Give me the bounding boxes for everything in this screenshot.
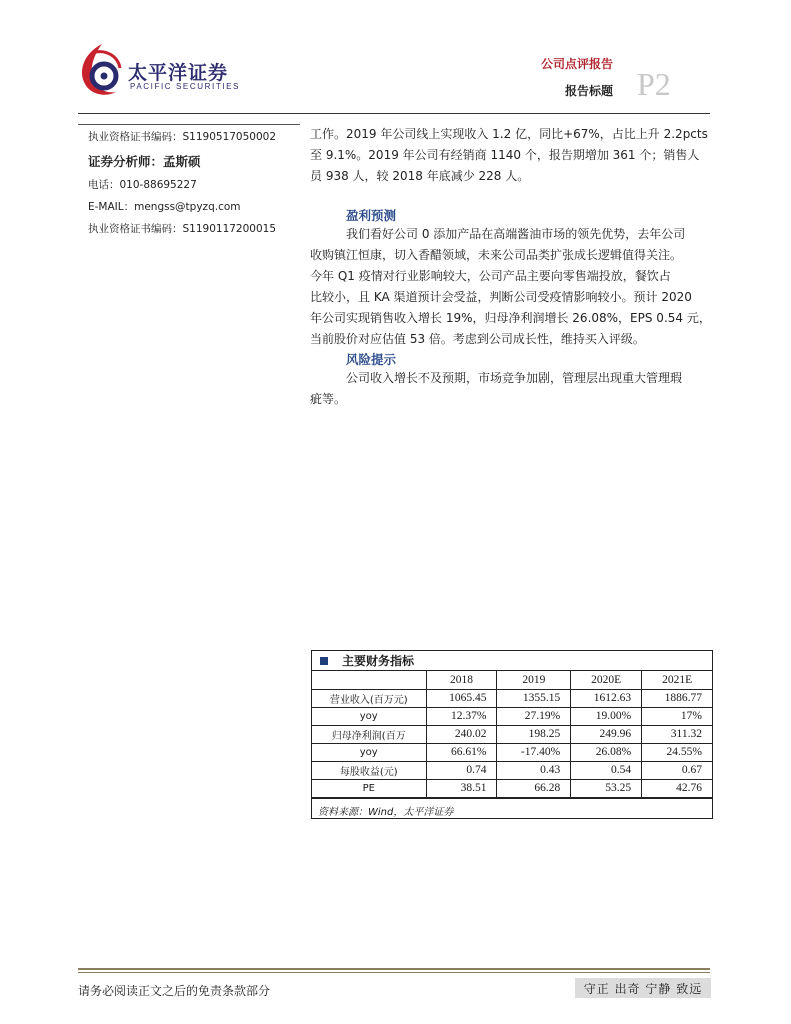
table-cell: -17.40% xyxy=(497,743,571,761)
table-cell: 0.43 xyxy=(497,761,571,779)
table-row xyxy=(312,743,712,761)
table-header-row xyxy=(312,671,712,689)
table-row xyxy=(312,689,712,707)
report-type: 公司点评报告 xyxy=(540,57,613,71)
text-line: 收购镇江恒康，切入香醋领域，未来公司品类扩张成长逻辑值得关注。 xyxy=(310,248,683,262)
header-cell xyxy=(312,671,426,689)
row-label: PE xyxy=(312,779,426,797)
text-line: 我们看好公司 0 添加产品在高端酱油市场的领先优势，去年公司 xyxy=(346,227,686,241)
header-divider xyxy=(78,113,710,114)
text-line: 疵等。 xyxy=(310,392,347,406)
table-title xyxy=(312,651,712,671)
table-cell: 0.54 xyxy=(571,761,642,779)
logo-chinese-name: 太平洋证券 xyxy=(128,62,229,84)
table-cell: 1886.77 xyxy=(642,689,712,707)
table-row xyxy=(312,761,712,779)
sidebar-email: E-MAIL：mengss@tpyzq.com xyxy=(88,201,241,213)
sidebar-cert-2: 执业资格证书编码：S1190117200015 xyxy=(88,223,277,235)
table-source-note: 资料来源：Wind，太平洋证券 xyxy=(312,798,712,818)
table-cell: 1355.15 xyxy=(497,689,571,707)
square-bullet-icon xyxy=(320,657,328,665)
table-cell: 42.76 xyxy=(642,779,712,797)
page-number: P2 xyxy=(637,66,671,102)
table-row xyxy=(312,779,712,797)
header-cell: 2020E xyxy=(571,671,642,689)
header-cell: 2021E xyxy=(642,671,712,689)
pacific-securities-logo xyxy=(76,42,124,100)
table-cell: 249.96 xyxy=(571,725,642,743)
text-line: 比较小，且 KA 渠道预计会受益，判断公司受疫情影响较小。预计 2020 xyxy=(310,290,692,304)
financial-indicators-table xyxy=(311,650,713,819)
footer-motto: 守正 出奇 宁静 致远 xyxy=(575,978,711,998)
footer-divider xyxy=(78,968,710,970)
sidebar-cert-1: 执业资格证书编码：S1190517050002 xyxy=(88,131,277,143)
table-cell: 0.67 xyxy=(642,761,712,779)
footer-divider-thin xyxy=(78,972,710,973)
table-cell: 1612.63 xyxy=(571,689,642,707)
table-cell: 38.51 xyxy=(426,779,497,797)
row-label: 归母净利润(百万 xyxy=(312,725,426,743)
table-cell: 24.55% xyxy=(642,743,712,761)
sidebar-analyst: 证券分析师：孟斯硕 xyxy=(88,154,201,169)
logo-english-name: PACIFIC SECURITIES xyxy=(130,82,240,91)
table-cell: 17% xyxy=(642,707,712,725)
table-row xyxy=(312,725,712,743)
body-paragraph-3 xyxy=(310,368,712,410)
table-grid xyxy=(312,671,712,798)
table-title-text: 主要财务指标 xyxy=(342,654,415,668)
table-cell: 12.37% xyxy=(426,707,497,725)
table-cell: 198.25 xyxy=(497,725,571,743)
table-cell: 53.25 xyxy=(571,779,642,797)
table-cell: 311.32 xyxy=(642,725,712,743)
header-cell: 2019 xyxy=(497,671,571,689)
table-cell: 66.28 xyxy=(497,779,571,797)
sidebar-phone: 电话：010-88695227 xyxy=(88,179,197,191)
text-line: 当前股价对应估值 53 倍。考虑到公司成长性，维持买入评级。 xyxy=(310,332,645,346)
text-line: 今年 Q1 疫情对行业影响较大，公司产品主要向零售端投放，餐饮占 xyxy=(310,269,671,283)
text-line: 员 938 人，较 2018 年底减少 228 人。 xyxy=(310,169,530,183)
text-line: 年公司实现销售收入增长 19%，归母净利润增长 26.08%，EPS 0.54 元， xyxy=(310,311,711,325)
section-heading-risk: 风险提示 xyxy=(346,352,397,367)
text-line: 至 9.1%。2019 年公司有经销商 1140 个，报告期增加 361 个；销售人 xyxy=(310,148,700,162)
row-label: 营业收入(百万元) xyxy=(312,689,426,707)
row-label: yoy xyxy=(312,743,426,761)
section-heading-forecast: 盈利预测 xyxy=(346,208,397,223)
text-line: 工作。2019 年公司线上实现收入 1.2 亿，同比+67%，占比上升 2.2pcts xyxy=(310,127,708,141)
table-cell: 19.00% xyxy=(571,707,642,725)
footer-disclaimer: 请务必阅读正文之后的免责条款部分 xyxy=(78,984,271,998)
table-cell: 0.74 xyxy=(426,761,497,779)
body-paragraph-2 xyxy=(310,224,712,350)
table-cell: 240.02 xyxy=(426,725,497,743)
header-cell: 2018 xyxy=(426,671,497,689)
text-line: 公司收入增长不及预期，市场竞争加剧，管理层出现重大管理瑕 xyxy=(346,371,683,385)
row-label: 每股收益(元) xyxy=(312,761,426,779)
row-label: yoy xyxy=(312,707,426,725)
table-cell: 27.19% xyxy=(497,707,571,725)
table-cell: 66.61% xyxy=(426,743,497,761)
sidebar-divider xyxy=(78,124,300,125)
table-row xyxy=(312,707,712,725)
table-cell: 1065.45 xyxy=(426,689,497,707)
report-title: 报告标题 xyxy=(564,84,613,98)
body-paragraph-1 xyxy=(310,124,712,187)
table-cell: 26.08% xyxy=(571,743,642,761)
